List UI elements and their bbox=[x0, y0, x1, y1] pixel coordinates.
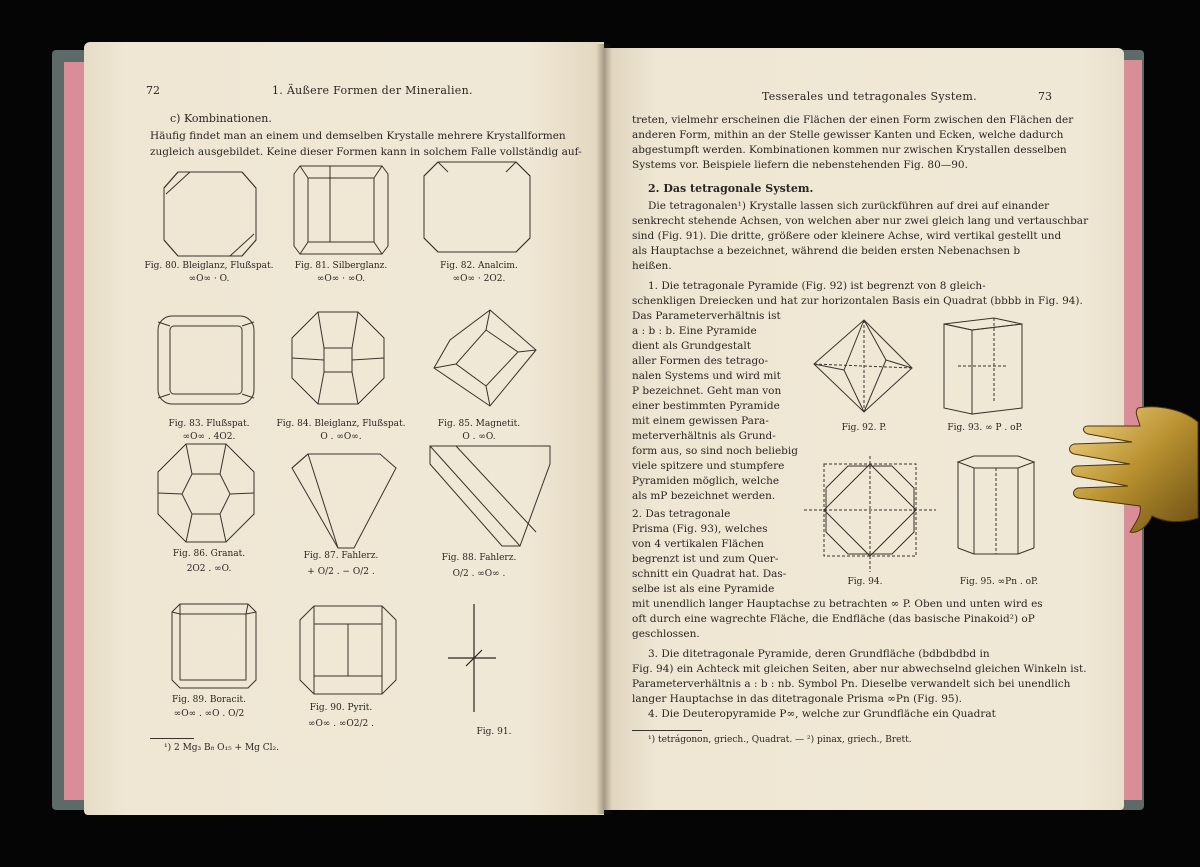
fig-93-prism bbox=[940, 314, 1026, 418]
fig-84-symbol: O . ∞O∞. bbox=[320, 432, 362, 442]
fig-87-symbol: + O/2 . − O/2 . bbox=[307, 567, 375, 577]
left-section-heading: c) Kombinationen. bbox=[170, 112, 272, 125]
col-line-3: dient als Grundgestalt bbox=[632, 340, 751, 352]
fig-83-crystal bbox=[154, 312, 258, 408]
col-line-4: aller Formen des tetrago- bbox=[632, 355, 769, 367]
fig-86-crystal bbox=[154, 440, 258, 546]
fig-87-caption: Fig. 87. Fahlerz. bbox=[303, 551, 379, 561]
right-after-line-3: geschlossen. bbox=[632, 628, 700, 640]
right-after-line-1: mit unendlich langer Hauptachse zu betrachten ∞ P. Oben und unten wird es bbox=[632, 598, 1043, 610]
fig-82-caption: Fig. 82. Analcim. bbox=[440, 261, 518, 271]
right-para1-line-3: sind (Fig. 91). Die dritte, größere oder kleinere Achse, wird vertikal gestellt und bbox=[632, 230, 1062, 242]
fig-95-caption: Fig. 95. ∞Pn . oP. bbox=[959, 577, 1039, 587]
fig-86-caption: Fig. 86. Granat. bbox=[172, 549, 246, 559]
fig-90-symbol: ∞O∞ . ∞O2/2 . bbox=[307, 719, 375, 729]
right-para2-line-1: 1. Die tetragonale Pyramide (Fig. 92) ist begrenzt von 8 gleich- bbox=[648, 280, 986, 292]
col-line-14: 2. Das tetragonale bbox=[632, 508, 731, 520]
fig-88-crystal bbox=[426, 442, 554, 552]
fig-93-caption: Fig. 93. ∞ P . oP. bbox=[947, 423, 1023, 433]
fig-80-symbol: ∞O∞ · O. bbox=[188, 274, 230, 284]
col-line-18: schnitt ein Quadrat hat. Das- bbox=[632, 568, 787, 580]
col-line-8: mit einem gewissen Para- bbox=[632, 415, 769, 427]
fig-84-caption: Fig. 84. Bleiglanz, Flußspat. bbox=[276, 419, 406, 429]
right-section-heading: 2. Das tetragonale System. bbox=[648, 182, 814, 195]
col-line-15: Prisma (Fig. 93), welches bbox=[632, 523, 768, 535]
fig-81-caption: Fig. 81. Silberglanz. bbox=[294, 261, 388, 271]
col-line-17: begrenzt ist und zum Quer- bbox=[632, 553, 779, 565]
right-para1-line-2: senkrecht stehende Achsen, von welchen aber nur zwei gleich lang und vertauschbar bbox=[632, 215, 1089, 227]
col-line-10: form aus, so sind noch beliebig bbox=[632, 445, 798, 457]
col-line-16: von 4 vertikalen Flächen bbox=[632, 538, 764, 550]
left-running-head: 1. Äußere Formen der Mineralien. bbox=[272, 84, 473, 97]
right-para3-line-1: 3. Die ditetragonale Pyramide, deren Grundfläche (bdbdbdbd in bbox=[648, 648, 990, 660]
fig-90-crystal bbox=[296, 602, 400, 698]
fig-94-caption: Fig. 94. bbox=[847, 577, 883, 587]
right-footnote: ¹) tetrágonon, griech., Quadrat. — ²) pinax, griech., Brett. bbox=[648, 735, 912, 745]
fig-91-axes bbox=[444, 600, 500, 716]
right-page bbox=[604, 48, 1124, 810]
col-line-12: Pyramiden möglich, welche bbox=[632, 475, 780, 487]
fig-88-caption: Fig. 88. Fahlerz. bbox=[441, 553, 517, 563]
fig-82-crystal bbox=[420, 158, 534, 256]
fig-92-caption: Fig. 92. P. bbox=[841, 423, 887, 433]
fig-92-pyramid bbox=[808, 316, 918, 416]
right-para1-line-5: heißen. bbox=[632, 260, 672, 272]
book-gutter bbox=[596, 44, 612, 814]
fig-91-caption: Fig. 91. bbox=[476, 727, 512, 737]
fig-81-symbol: ∞O∞ · ∞O. bbox=[316, 274, 366, 284]
fig-80-crystal bbox=[160, 168, 260, 260]
fig-86-symbol: 2O2 . ∞O. bbox=[186, 564, 232, 574]
right-footnote-rule bbox=[632, 730, 702, 731]
col-line-19: selbe ist als eine Pyramide bbox=[632, 583, 775, 595]
right-para1-line-4: als Hauptachse a bezeichnet, während die beiden ersten Nebenachsen b bbox=[632, 245, 1021, 257]
fig-85-symbol: O . ∞O. bbox=[462, 432, 496, 442]
brass-hand-holder-icon bbox=[1068, 400, 1200, 540]
col-line-5: nalen Systems und wird mit bbox=[632, 370, 781, 382]
fig-85-crystal bbox=[430, 306, 540, 410]
right-para3-line-2: Fig. 94) ein Achteck mit gleichen Seiten, aber nur abwechselnd gleichen Winkeln ist. bbox=[632, 663, 1087, 675]
fig-81-crystal bbox=[290, 162, 392, 258]
fig-89-crystal bbox=[168, 600, 260, 692]
fig-85-caption: Fig. 85. Magnetit. bbox=[437, 419, 521, 429]
fig-84-crystal bbox=[288, 308, 388, 408]
right-page-number: 73 bbox=[1038, 90, 1052, 103]
col-line-2: a : b : b. Eine Pyramide bbox=[632, 325, 757, 337]
fig-90-caption: Fig. 90. Pyrit. bbox=[309, 703, 373, 713]
fig-95-prism bbox=[954, 452, 1038, 560]
left-footnote: ¹) 2 Mg₃ B₈ O₁₅ + Mg Cl₂. bbox=[164, 743, 280, 753]
fig-89-symbol: ∞O∞ . ∞O . O/2 bbox=[173, 709, 245, 719]
fig-88-symbol: O/2 . ∞O∞ . bbox=[452, 569, 506, 579]
right-after-line-2: oft durch eine wagrechte Fläche, die Endfläche (das basische Pinakoid²) oP bbox=[632, 613, 1035, 625]
col-line-13: als mP bezeichnet werden. bbox=[632, 490, 776, 502]
fig-89-caption: Fig. 89. Boracit. bbox=[172, 695, 246, 705]
right-cont-line-2: anderen Form, mithin an der Stelle gewisser Kanten und Ecken, welche dadurch bbox=[632, 129, 1064, 141]
right-para1-line-1: Die tetragonalen¹) Krystalle lassen sich zurückführen auf drei auf einander bbox=[648, 200, 1050, 212]
left-intro-line-1: Häufig findet man an einem und demselben Krystalle mehrere Krystallformen bbox=[150, 130, 566, 142]
footnote-rule bbox=[150, 738, 194, 739]
right-running-head: Tesserales und tetragonales System. bbox=[762, 90, 977, 103]
left-page-number: 72 bbox=[146, 84, 160, 97]
col-line-6: P bezeichnet. Geht man von bbox=[632, 385, 782, 397]
col-line-11: viele spitzere und stumpfere bbox=[632, 460, 785, 472]
col-line-7: einer bestimmten Pyramide bbox=[632, 400, 780, 412]
right-para3-line-4: langer Hauptachse in das ditetragonale Prisma ∞Pn (Fig. 95). bbox=[632, 693, 963, 705]
col-line-9: meterverhältnis als Grund- bbox=[632, 430, 776, 442]
right-para2-line-2: schenkligen Dreiecken und hat zur horizontalen Basis ein Quadrat (bbbb in Fig. 94). bbox=[632, 295, 1083, 307]
col-line-1: Das Parameterverhältnis ist bbox=[632, 310, 781, 322]
fig-80-caption: Fig. 80. Bleiglanz, Flußspat. bbox=[144, 261, 274, 271]
right-para3-line-5: 4. Die Deuteropyramide P∞, welche zur Grundfläche ein Quadrat bbox=[648, 708, 996, 720]
fig-82-symbol: ∞O∞ · 2O2. bbox=[452, 274, 506, 284]
left-page bbox=[84, 42, 604, 815]
right-cont-line-3: abgestumpft werden. Kombinationen kommen nur zwischen Krystallen desselben bbox=[632, 144, 1067, 156]
left-intro-line-2: zugleich ausgebildet. Keine dieser Formen kann in solchem Falle vollständig auf- bbox=[150, 146, 582, 158]
right-cont-line-1: treten, vielmehr erscheinen die Flächen der einen Form zwischen den Flächen der bbox=[632, 114, 1074, 126]
fig-87-crystal bbox=[288, 450, 400, 552]
fig-83-caption: Fig. 83. Flußspat. bbox=[168, 419, 250, 429]
fig-83-symbol: ∞O∞ . 4O2. bbox=[182, 432, 236, 442]
right-cont-line-4: Systems vor. Beispiele liefern die nebenstehenden Fig. 80—90. bbox=[632, 159, 968, 171]
fig-94-basis bbox=[800, 456, 940, 576]
right-para3-line-3: Parameterverhältnis a : b : nb. Symbol Pn. Dieselbe verwandelt sich bei unendlich bbox=[632, 678, 1071, 690]
